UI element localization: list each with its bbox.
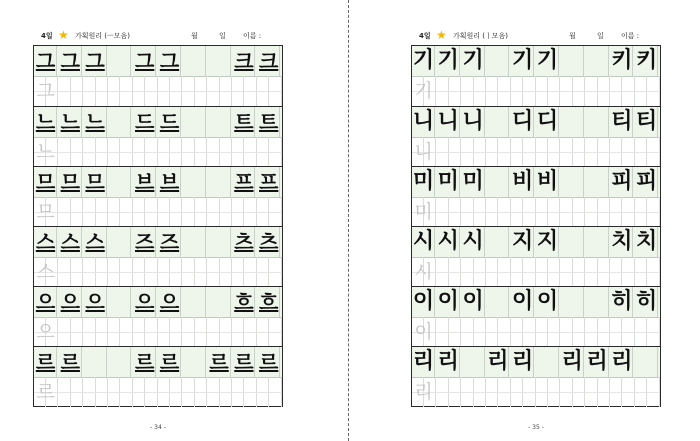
month-label: 월 — [191, 32, 198, 40]
model-syllable: 비 — [512, 169, 534, 194]
model-cell — [561, 107, 584, 137]
page-header — [33, 29, 333, 43]
guide-line — [34, 272, 282, 273]
practice-grid — [33, 45, 283, 407]
model-cell — [586, 167, 609, 197]
model-cell — [561, 227, 584, 257]
model-syllable: 르 — [159, 350, 180, 374]
trace-guide-syllable: 리 — [414, 381, 433, 403]
model-syllable: 느 — [85, 110, 105, 134]
model-syllable: 흐 — [234, 290, 254, 314]
practice-row — [34, 106, 282, 167]
model-syllable: 프 — [234, 170, 254, 194]
name-label: 이름 : — [621, 32, 640, 40]
practice-row — [34, 46, 282, 106]
model-cell — [561, 287, 584, 317]
date-label: 일 — [219, 32, 226, 40]
model-syllable: 으 — [159, 290, 180, 314]
model-syllable: 츠 — [234, 230, 254, 254]
model-syllable: 즈 — [159, 230, 180, 254]
tracing-grid — [34, 76, 282, 106]
model-syllable: 기 — [536, 48, 559, 73]
model-syllable: 리 — [437, 349, 459, 374]
model-syllable: 니 — [437, 109, 459, 134]
trace-guide-syllable: 그 — [36, 80, 55, 102]
model-syllable: 르 — [234, 350, 254, 374]
model-syllable: 르 — [35, 350, 56, 374]
model-syllable: 드 — [135, 110, 155, 134]
model-syllable: 이 — [437, 289, 459, 314]
day-label: 4일 — [419, 32, 431, 40]
page-header — [411, 29, 700, 43]
trace-guide-syllable: 으 — [36, 321, 55, 343]
model-cell — [108, 167, 131, 197]
month-label: 월 — [569, 32, 576, 40]
model-syllable: 이 — [412, 289, 435, 314]
model-syllable: 므 — [35, 170, 56, 194]
model-syllable: 기 — [512, 48, 534, 73]
model-cell — [84, 347, 107, 377]
guide-line — [34, 392, 282, 393]
guide-line — [412, 332, 660, 333]
left-worksheet-page — [33, 0, 333, 441]
model-syllable: 크 — [234, 49, 254, 73]
model-syllable: 흐 — [259, 290, 279, 314]
model-cell — [586, 107, 609, 137]
page-number: - 35 - — [528, 424, 544, 431]
model-syllable: 트 — [259, 110, 279, 134]
day-label: 4일 — [41, 32, 53, 40]
model-syllable: 기 — [437, 48, 459, 73]
model-cell — [183, 287, 206, 317]
tracing-grid — [412, 137, 660, 167]
model-syllable: 티 — [636, 109, 658, 134]
trace-guide-syllable: 르 — [36, 381, 55, 403]
trace-guide-syllable: 시 — [414, 261, 433, 283]
model-cell — [108, 287, 131, 317]
model-syllable: 미 — [462, 169, 484, 194]
guide-line — [412, 272, 660, 273]
model-cell — [208, 167, 231, 197]
practice-row — [34, 346, 282, 407]
model-syllable: 므 — [85, 170, 105, 194]
model-cell — [486, 107, 509, 137]
page-number: - 34 - — [150, 424, 166, 431]
model-cell — [183, 107, 206, 137]
model-syllable: 스 — [85, 230, 105, 254]
model-syllable: 스 — [35, 230, 56, 254]
model-syllable: 이 — [512, 289, 534, 314]
tracing-grid — [34, 137, 282, 167]
guide-line — [412, 212, 660, 213]
model-syllable: 이 — [536, 289, 559, 314]
model-cell — [486, 287, 509, 317]
model-syllable: 리 — [586, 349, 608, 374]
guide-line — [412, 91, 660, 92]
model-syllable: 기 — [412, 48, 435, 73]
model-syllable: 르 — [60, 350, 80, 374]
tracing-grid — [412, 257, 660, 287]
model-syllable: 디 — [536, 109, 559, 134]
model-syllable: 으 — [35, 290, 56, 314]
model-syllable: 키 — [636, 48, 658, 73]
model-syllable: 피 — [611, 169, 633, 194]
model-syllable: 니 — [412, 109, 435, 134]
model-syllable: 크 — [259, 49, 279, 73]
model-syllable: 즈 — [135, 230, 155, 254]
star-icon: ★ — [436, 28, 447, 42]
tracing-grid — [412, 377, 660, 407]
trace-guide-syllable: 기 — [414, 80, 433, 102]
model-syllable: 르 — [135, 350, 155, 374]
practice-row — [34, 226, 282, 287]
tracing-grid — [34, 197, 282, 227]
model-syllable: 이 — [462, 289, 484, 314]
model-syllable: 르 — [209, 350, 229, 374]
model-syllable: 그 — [159, 49, 180, 73]
star-icon: ★ — [58, 28, 69, 42]
model-syllable: 히 — [611, 289, 633, 314]
model-syllable: 으 — [60, 290, 80, 314]
model-syllable: 리 — [412, 349, 435, 374]
worksheet-title: 가획원리 (ㅡ모음) — [75, 32, 131, 40]
model-cell — [462, 347, 485, 377]
model-syllable: 리 — [487, 349, 509, 374]
model-syllable: 티 — [611, 109, 633, 134]
model-cell — [108, 347, 131, 377]
model-syllable: 그 — [35, 49, 56, 73]
model-cell — [183, 347, 206, 377]
model-syllable: 미 — [437, 169, 459, 194]
practice-row — [412, 166, 660, 227]
model-syllable: 피 — [636, 169, 658, 194]
model-syllable: 르 — [259, 350, 279, 374]
model-cell — [183, 46, 206, 76]
practice-row — [34, 166, 282, 227]
model-syllable: 지 — [536, 229, 559, 254]
model-syllable: 지 — [512, 229, 534, 254]
model-cell — [536, 347, 559, 377]
guide-line — [34, 332, 282, 333]
practice-row — [412, 226, 660, 287]
model-syllable: 으 — [135, 290, 155, 314]
model-syllable: 리 — [561, 349, 583, 374]
model-syllable: 히 — [636, 289, 658, 314]
model-syllable: 드 — [159, 110, 180, 134]
model-syllable: 느 — [60, 110, 80, 134]
model-cell — [586, 227, 609, 257]
model-cell — [183, 227, 206, 257]
practice-row — [412, 286, 660, 347]
tracing-grid — [34, 377, 282, 407]
right-worksheet-page — [411, 0, 700, 441]
tracing-grid — [412, 197, 660, 227]
guide-line — [34, 212, 282, 213]
model-syllable: 치 — [611, 229, 633, 254]
trace-guide-syllable: 스 — [36, 261, 55, 283]
trace-guide-syllable: 느 — [36, 141, 55, 163]
model-syllable: 므 — [60, 170, 80, 194]
worksheet-title: 가획원리 (ㅣ모음) — [453, 32, 509, 40]
model-syllable: 시 — [437, 229, 459, 254]
model-syllable: 프 — [259, 170, 279, 194]
tracing-grid — [34, 317, 282, 347]
model-syllable: 니 — [462, 109, 484, 134]
model-syllable: 시 — [462, 229, 484, 254]
practice-grid — [411, 45, 661, 407]
trace-guide-syllable: 미 — [414, 201, 433, 223]
guide-line — [412, 152, 660, 153]
model-cell — [586, 46, 609, 76]
model-cell — [635, 347, 658, 377]
model-cell — [108, 107, 131, 137]
model-syllable: 그 — [60, 49, 80, 73]
model-cell — [561, 46, 584, 76]
model-syllable: 트 — [234, 110, 254, 134]
model-cell — [208, 287, 231, 317]
tracing-grid — [34, 257, 282, 287]
page-fold-line — [348, 0, 349, 441]
practice-row — [412, 46, 660, 106]
trace-guide-syllable: 므 — [36, 201, 55, 223]
model-cell — [486, 46, 509, 76]
model-syllable: 브 — [135, 170, 155, 194]
model-syllable: 기 — [462, 48, 484, 73]
practice-row — [412, 106, 660, 167]
practice-row — [34, 286, 282, 347]
model-syllable: 리 — [611, 349, 633, 374]
model-cell — [586, 287, 609, 317]
model-syllable: 키 — [611, 48, 633, 73]
model-syllable: 시 — [412, 229, 435, 254]
guide-line — [412, 392, 660, 393]
tracing-grid — [412, 76, 660, 106]
model-syllable: 으 — [85, 290, 105, 314]
date-label: 일 — [597, 32, 604, 40]
model-cell — [208, 107, 231, 137]
model-syllable: 비 — [536, 169, 559, 194]
model-syllable: 디 — [512, 109, 534, 134]
model-syllable: 그 — [85, 49, 105, 73]
model-cell — [108, 46, 131, 76]
model-syllable: 치 — [636, 229, 658, 254]
model-cell — [208, 46, 231, 76]
model-syllable: 그 — [135, 49, 155, 73]
model-syllable: 느 — [35, 110, 56, 134]
model-syllable: 브 — [159, 170, 180, 194]
guide-line — [34, 152, 282, 153]
practice-row — [412, 346, 660, 407]
model-cell — [183, 167, 206, 197]
model-cell — [561, 167, 584, 197]
name-label: 이름 : — [243, 32, 262, 40]
model-cell — [486, 227, 509, 257]
guide-line — [34, 91, 282, 92]
trace-guide-syllable: 이 — [414, 321, 433, 343]
trace-guide-syllable: 니 — [414, 141, 433, 163]
model-syllable: 스 — [60, 230, 80, 254]
model-cell — [486, 167, 509, 197]
model-syllable: 미 — [412, 169, 435, 194]
model-syllable: 츠 — [259, 230, 279, 254]
tracing-grid — [412, 317, 660, 347]
model-syllable: 리 — [512, 349, 534, 374]
model-cell — [208, 227, 231, 257]
model-cell — [108, 227, 131, 257]
